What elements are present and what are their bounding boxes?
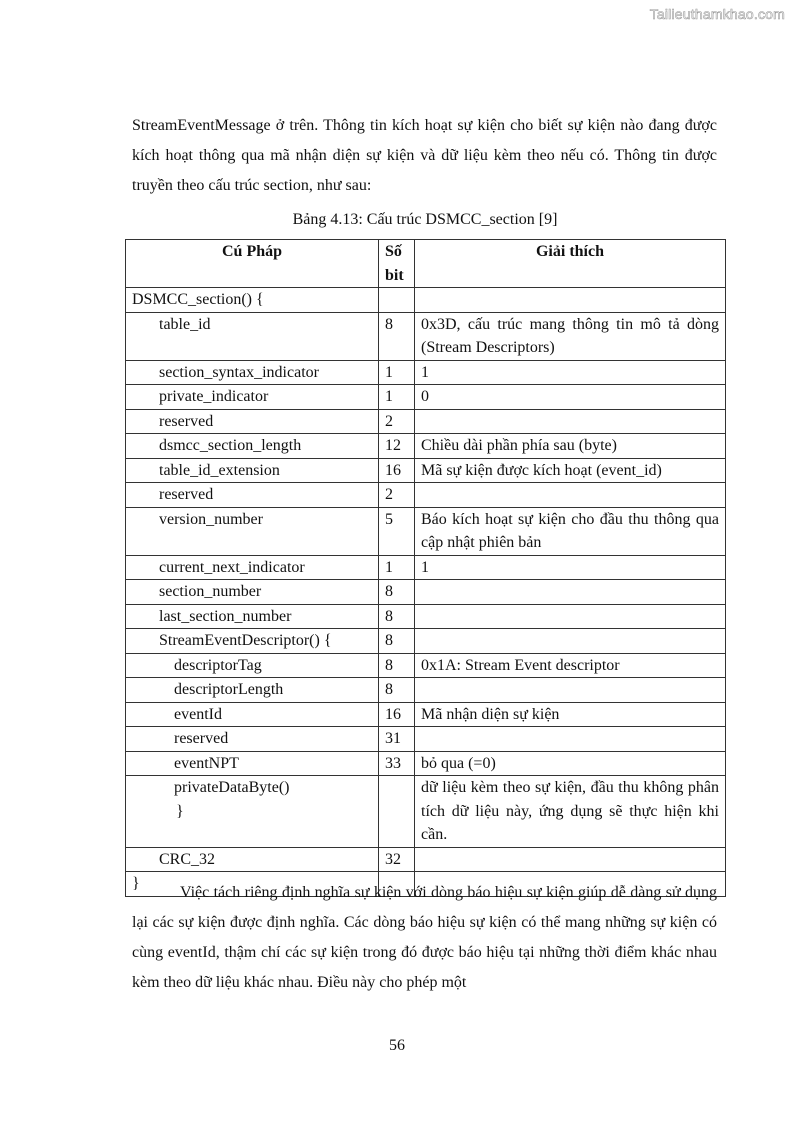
table-row [126, 288, 726, 313]
bits-cell: 2 [379, 483, 415, 508]
table-row [126, 360, 726, 385]
description-cell [415, 678, 726, 703]
table-header-row [126, 240, 726, 288]
bits-cell: 8 [379, 604, 415, 629]
table-row [126, 385, 726, 410]
header-bits: Số bit [379, 240, 415, 288]
description-cell: 1 [415, 360, 726, 385]
page-number: 56 [389, 1037, 405, 1054]
header-description: Giải thích [415, 240, 726, 288]
table-row [126, 604, 726, 629]
table-row [126, 580, 726, 605]
bits-cell: 8 [379, 678, 415, 703]
syntax-cell: eventNPT [126, 751, 379, 776]
table-row [126, 847, 726, 872]
description-cell [415, 409, 726, 434]
table-row [126, 409, 726, 434]
table-row [126, 458, 726, 483]
description-cell: 1 [415, 555, 726, 580]
intro-paragraph: StreamEventMessage ở trên. Thông tin kích hoạt sự kiện cho biết sự kiện nào đang được kích hoạt thông qua mã nhận diện sự kiện và dữ liệu kèm theo nếu có. Thông tin được truyền theo cấu trúc section, như sau: [132, 117, 717, 194]
syntax-cell: section_number [126, 580, 379, 605]
description-cell: Mã sự kiện được kích hoạt (event_id) [415, 458, 726, 483]
bits-cell: 16 [379, 458, 415, 483]
dsmcc-section-table [125, 239, 726, 897]
bits-cell: 32 [379, 847, 415, 872]
bits-cell: 8 [379, 653, 415, 678]
bits-cell: 1 [379, 555, 415, 580]
table-row [126, 507, 726, 555]
bits-cell [379, 288, 415, 313]
header-syntax: Cú Pháp [126, 240, 379, 288]
bits-cell: 31 [379, 727, 415, 752]
syntax-cell: last_section_number [126, 604, 379, 629]
bits-cell: 16 [379, 702, 415, 727]
syntax-cell [126, 776, 379, 848]
description-cell [415, 847, 726, 872]
watermark: Tailieuthamkhao.com [649, 6, 785, 22]
description-cell [415, 288, 726, 313]
syntax-line: privateDataByte() [174, 779, 290, 796]
bits-cell: 8 [379, 629, 415, 654]
syntax-cell: eventId [126, 702, 379, 727]
bits-cell: 5 [379, 507, 415, 555]
syntax-cell: version_number [126, 507, 379, 555]
table-row [126, 653, 726, 678]
description-cell: 0x3D, cấu trúc mang thông tin mô tả dòng (Stream Descriptors) [415, 312, 726, 360]
syntax-cell: current_next_indicator [126, 555, 379, 580]
description-cell [415, 604, 726, 629]
table-row [126, 702, 726, 727]
bits-cell: 2 [379, 409, 415, 434]
table-row [126, 434, 726, 459]
table-row [126, 483, 726, 508]
description-cell [415, 629, 726, 654]
bits-cell: 8 [379, 580, 415, 605]
description-cell: bỏ qua (=0) [415, 751, 726, 776]
syntax-cell: reserved [126, 727, 379, 752]
closing-brace: } [176, 802, 184, 820]
syntax-cell: DSMCC_section() { [126, 288, 379, 313]
syntax-cell: dsmcc_section_length [126, 434, 379, 459]
bits-cell [379, 776, 415, 848]
table-caption: Bảng 4.13: Cấu trúc DSMCC_section [9] [292, 211, 558, 228]
description-cell [415, 580, 726, 605]
syntax-cell: table_id_extension [126, 458, 379, 483]
syntax-cell: StreamEventDescriptor() { [126, 629, 379, 654]
description-cell: dữ liệu kèm theo sự kiện, đầu thu không phân tích dữ liệu này, ứng dụng sẽ thực hiện khi cần. [415, 776, 726, 848]
table-row [126, 751, 726, 776]
table-row [126, 776, 726, 848]
table-row [126, 629, 726, 654]
syntax-cell: private_indicator [126, 385, 379, 410]
description-cell [415, 483, 726, 508]
description-cell: Báo kích hoạt sự kiện cho đầu thu thông qua cập nhật phiên bản [415, 507, 726, 555]
description-cell: Chiều dài phần phía sau (byte) [415, 434, 726, 459]
description-cell: Mã nhận diện sự kiện [415, 702, 726, 727]
description-cell: 0 [415, 385, 726, 410]
table-row [126, 727, 726, 752]
description-cell: 0x1A: Stream Event descriptor [415, 653, 726, 678]
syntax-cell: CRC_32 [126, 847, 379, 872]
bits-cell: 1 [379, 360, 415, 385]
body-paragraph: Việc tách riêng định nghĩa sự kiện với dòng báo hiệu sự kiện giúp dễ dàng sử dụng lại các sự kiện được định nghĩa. Các dòng báo hiệu sự kiện có thể mang những sự kiện có cùng eventId, thậm chí các sự kiện trong đó được báo hiệu tại những thời điểm khác nhau kèm theo dữ liệu khác nhau. Điều này cho phép một [132, 884, 717, 991]
table-row [126, 678, 726, 703]
table-row [126, 555, 726, 580]
syntax-cell: section_syntax_indicator [126, 360, 379, 385]
bits-cell: 8 [379, 312, 415, 360]
description-cell [415, 727, 726, 752]
bits-cell: 1 [379, 385, 415, 410]
syntax-cell: } [126, 872, 379, 897]
bits-cell: 12 [379, 434, 415, 459]
syntax-cell: table_id [126, 312, 379, 360]
syntax-cell: descriptorLength [126, 678, 379, 703]
table-row [126, 312, 726, 360]
syntax-cell: reserved [126, 409, 379, 434]
syntax-cell: reserved [126, 483, 379, 508]
bits-cell: 33 [379, 751, 415, 776]
syntax-cell: descriptorTag [126, 653, 379, 678]
